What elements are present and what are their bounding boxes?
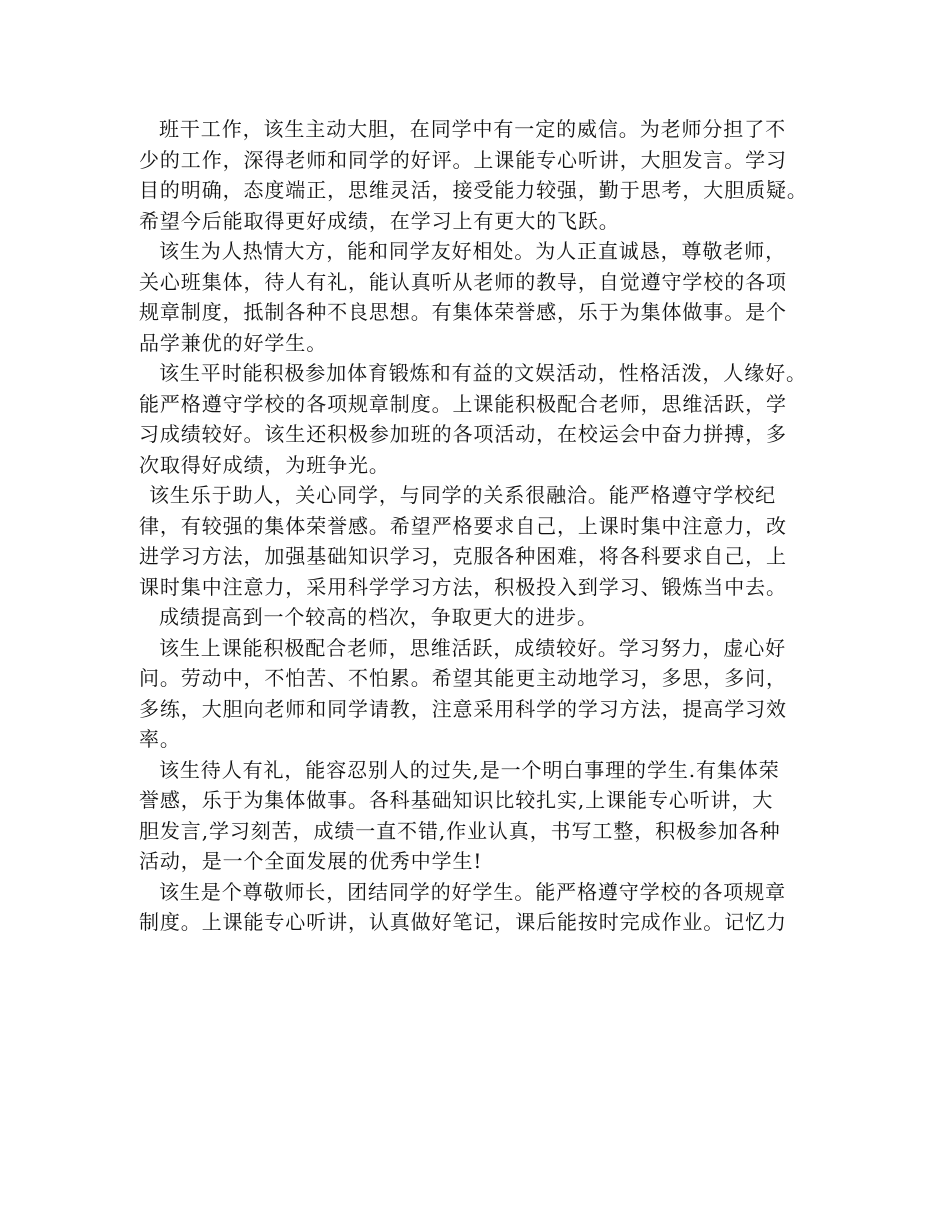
text-line: 课时集中注意力，采用科学学习方法，积极投入到学习、锻炼当中去。 (139, 574, 787, 599)
text-line: 次取得好成绩，为班争光。 (139, 452, 390, 477)
text-line: 该生为人热情大方，能和同学友好相处。为人正直诚恳，尊敬老师， (159, 239, 786, 263)
text-line: 该生上课能积极配合老师，思维活跃，成绩较好。学习努力，虚心好 (159, 635, 786, 660)
text-line: 问。劳动中，不怕苦、不怕累。希望其能更主动地学习，多思，多问， (139, 666, 787, 690)
text-line: 品学兼优的好学生。 (139, 330, 328, 355)
text-line: 班干工作，该生主动大胆，在同学中有一定的威信。为老师分担了不 (159, 117, 786, 141)
text-line: 制度。上课能专心听讲，认真做好笔记，课后能按时完成作业。记忆力 (139, 910, 787, 934)
text-line: 习成绩较好。该生还积极参加班的各项活动，在校运会中奋力拼搏，多 (139, 422, 787, 446)
text-line: 该生平时能积极参加体育锻炼和有益的文娱活动，性格活泼，人缘好。 (159, 361, 807, 385)
text-line: 目的明确，态度端正，思维灵活，接受能力较强，勤于思考，大胆质疑。 (139, 178, 808, 202)
text-line: 关心班集体，待人有礼，能认真听从老师的教导，自觉遵守学校的各项 (139, 269, 787, 294)
text-line: 该生待人有礼，能容忍别人的过失,是一个明白事理的学生.有集体荣 (159, 757, 780, 782)
text-line: 少的工作，深得老师和同学的好评。上课能专心听讲，大胆发言。学习 (139, 147, 787, 172)
text-line: 希望今后能取得更好成绩，在学习上有更大的飞跃。 (139, 208, 620, 233)
text-line: 该生乐于助人，关心同学，与同学的关系很融洽。能严格遵守学校纪 (149, 483, 776, 507)
text-line: 多练，大胆向老师和同学请教，注意采用科学的学习方法，提高学习效 (139, 696, 787, 721)
text-line: 率。 (139, 727, 181, 751)
text-line: 胆发言,学习刻苦，成绩一直不错,作业认真，书写工整，积极参加各种 (139, 818, 781, 843)
text-line: 誉感，乐于为集体做事。各科基础知识比较扎实,上课能专心听讲，大 (139, 788, 774, 812)
text-line: 规章制度，抵制各种不良思想。有集体荣誉感，乐于为集体做事。是个 (139, 300, 787, 324)
text-line: 律，有较强的集体荣誉感。希望严格要求自己，上课时集中注意力，改 (139, 513, 787, 538)
text-line: 进学习方法，加强基础知识学习，克服各种困难，将各科要求自己，上 (139, 544, 787, 568)
text-line: 该生是个尊敬师长，团结同学的好学生。能严格遵守学校的各项规章 (159, 879, 786, 904)
document-body (139, 114, 829, 938)
text-line: 活动，是一个全面发展的优秀中学生! (139, 849, 483, 873)
text-line: 能严格遵守学校的各项规章制度。上课能积极配合老师，思维活跃，学 (139, 391, 787, 416)
text-line: 成绩提高到一个较高的档次，争取更大的进步。 (159, 605, 598, 629)
